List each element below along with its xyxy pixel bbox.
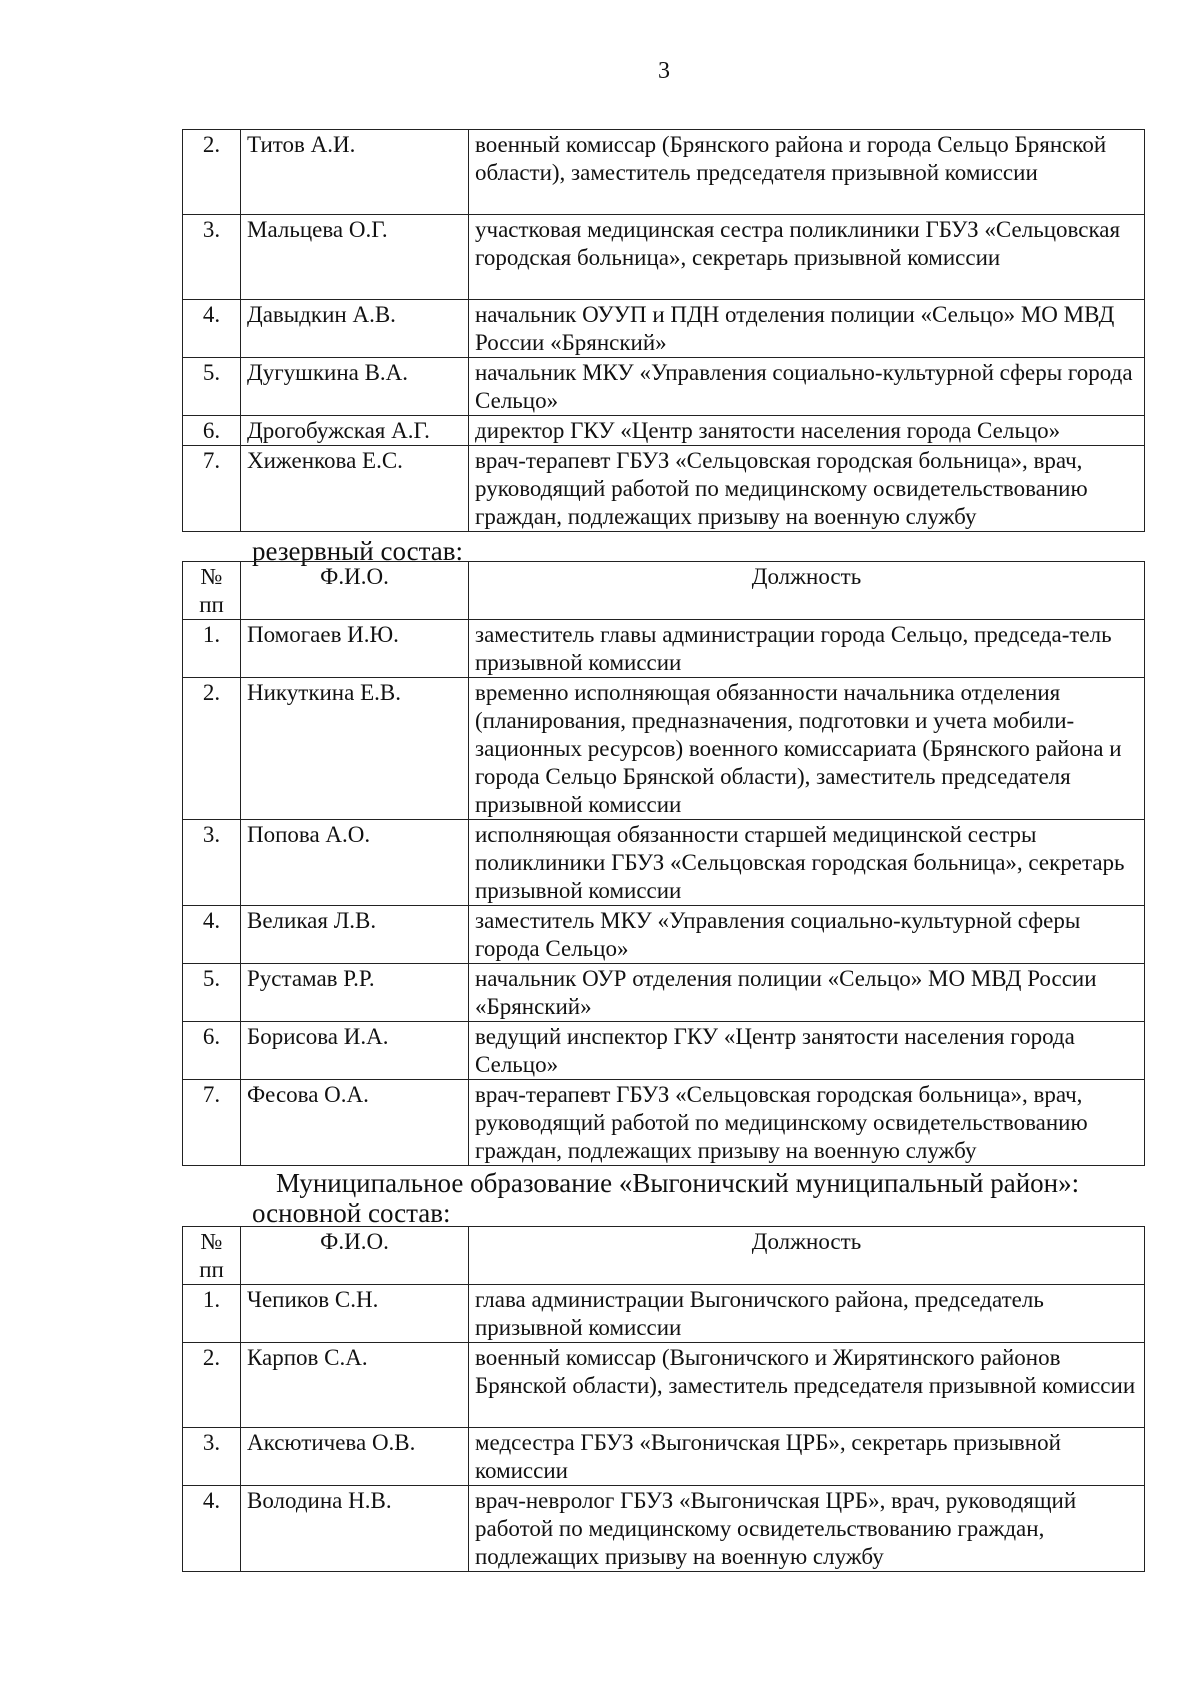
- person-position: медсестра ГБУЗ «Выгоничская ЦРБ», секретарь призывной комиссии: [469, 1428, 1145, 1486]
- row-number: 7.: [183, 1080, 241, 1166]
- person-position: исполняющая обязанности старшей медицинской сестры поликлиники ГБУЗ «Сельцовская городская больница», секретарь призывной комиссии: [469, 820, 1145, 906]
- person-position: начальник МКУ «Управления социально-культурной сферы города Сельцо»: [469, 358, 1145, 416]
- table-row: [183, 1022, 1145, 1080]
- row-number: 2.: [183, 130, 241, 215]
- table-row: [183, 1080, 1145, 1166]
- table-row: [183, 678, 1145, 820]
- person-position: начальник ОУР отделения полиции «Сельцо» МО МВД России «Брянский»: [469, 964, 1145, 1022]
- reserve-composition-heading: резервный состав:: [252, 536, 464, 566]
- row-number: 3.: [183, 820, 241, 906]
- row-number: 3.: [183, 1428, 241, 1486]
- row-number: 3.: [183, 215, 241, 300]
- person-name: Никуткина Е.В.: [241, 678, 469, 820]
- page-number: 3: [658, 58, 670, 84]
- person-name: Чепиков С.Н.: [241, 1285, 469, 1343]
- table-row: [183, 820, 1145, 906]
- table-row: [183, 358, 1145, 416]
- header-number: № пп: [183, 1227, 241, 1285]
- municipality-heading: Муниципальное образование «Выгоничский муниципальный район»:: [276, 1168, 1080, 1198]
- person-name: Давыдкин А.В.: [241, 300, 469, 358]
- person-position: врач-терапевт ГБУЗ «Сельцовская городская больница», врач, руководящий работой по медицинскому освидетельствованию граждан, подлежащих призыву на военную службу: [469, 1080, 1145, 1166]
- header-number: № пп: [183, 562, 241, 620]
- person-position: врач-терапевт ГБУЗ «Сельцовская городская больница», врач, руководящий работой по медицинскому освидетельствованию граждан, подлежащих призыву на военную службу: [469, 446, 1145, 532]
- row-number: 4.: [183, 906, 241, 964]
- person-position: врач-невролог ГБУЗ «Выгоничская ЦРБ», врач, руководящий работой по медицинскому освидетельствованию граждан, подлежащих призыву на военную службу: [469, 1486, 1145, 1572]
- row-number: 6.: [183, 416, 241, 446]
- reserve-composition-table: [182, 561, 1145, 1166]
- table-row: [183, 620, 1145, 678]
- row-number: 7.: [183, 446, 241, 532]
- header-position: Должность: [469, 562, 1145, 620]
- row-number: 5.: [183, 358, 241, 416]
- person-name: Хиженкова Е.С.: [241, 446, 469, 532]
- person-name: Рустамав Р.Р.: [241, 964, 469, 1022]
- person-position: военный комиссар (Выгоничского и Жирятинского районов Брянской области), заместитель председателя призывной комиссии: [469, 1343, 1145, 1428]
- table-row: [183, 1343, 1145, 1428]
- person-position: заместитель главы администрации города Сельцо, председа-тель призывной комиссии: [469, 620, 1145, 678]
- table-row: [183, 1285, 1145, 1343]
- person-name: Аксютичева О.В.: [241, 1428, 469, 1486]
- person-name: Великая Л.В.: [241, 906, 469, 964]
- row-number: 2.: [183, 678, 241, 820]
- person-name: Мальцева О.Г.: [241, 215, 469, 300]
- table-header-row: [183, 1227, 1145, 1285]
- header-name: Ф.И.О.: [241, 562, 469, 620]
- row-number: 2.: [183, 1343, 241, 1428]
- table-row: [183, 446, 1145, 532]
- table-row: [183, 906, 1145, 964]
- row-number: 6.: [183, 1022, 241, 1080]
- table-header-row: [183, 562, 1145, 620]
- table-row: [183, 130, 1145, 215]
- person-position: участковая медицинская сестра поликлиники ГБУЗ «Сельцовская городская больница», секретарь призывной комиссии: [469, 215, 1145, 300]
- person-position: военный комиссар (Брянского района и города Сельцо Брянской области), заместитель председателя призывной комиссии: [469, 130, 1145, 215]
- person-position: ведущий инспектор ГКУ «Центр занятости населения города Сельцо»: [469, 1022, 1145, 1080]
- person-name: Титов А.И.: [241, 130, 469, 215]
- main-composition-heading: основной состав:: [252, 1198, 451, 1228]
- person-name: Помогаев И.Ю.: [241, 620, 469, 678]
- row-number: 4.: [183, 300, 241, 358]
- table-row: [183, 1428, 1145, 1486]
- person-position: заместитель МКУ «Управления социально-культурной сферы города Сельцо»: [469, 906, 1145, 964]
- row-number: 1.: [183, 620, 241, 678]
- table-row: [183, 964, 1145, 1022]
- vygonichi-main-composition-table: [182, 1226, 1145, 1572]
- header-name: Ф.И.О.: [241, 1227, 469, 1285]
- row-number: 4.: [183, 1486, 241, 1572]
- person-position: директор ГКУ «Центр занятости населения города Сельцо»: [469, 416, 1145, 446]
- person-position: временно исполняющая обязанности начальника отделения (планирования, предназначения, подготовки и учета мобили-зационных ресурсов) военного комиссариата (Брянского района и города Сельцо Брянской области), заместитель председателя призывной комиссии: [469, 678, 1145, 820]
- person-name: Фесова О.А.: [241, 1080, 469, 1166]
- person-name: Борисова И.А.: [241, 1022, 469, 1080]
- main-composition-table: [182, 129, 1145, 532]
- person-name: Дугушкина В.А.: [241, 358, 469, 416]
- table-row: [183, 300, 1145, 358]
- header-position: Должность: [469, 1227, 1145, 1285]
- table-row: [183, 1486, 1145, 1572]
- table-row: [183, 416, 1145, 446]
- person-position: начальник ОУУП и ПДН отделения полиции «Сельцо» МО МВД России «Брянский»: [469, 300, 1145, 358]
- person-name: Володина Н.В.: [241, 1486, 469, 1572]
- person-name: Попова А.О.: [241, 820, 469, 906]
- person-name: Карпов С.А.: [241, 1343, 469, 1428]
- row-number: 1.: [183, 1285, 241, 1343]
- person-name: Дрогобужская А.Г.: [241, 416, 469, 446]
- row-number: 5.: [183, 964, 241, 1022]
- table-row: [183, 215, 1145, 300]
- person-position: глава администрации Выгоничского района, председатель призывной комиссии: [469, 1285, 1145, 1343]
